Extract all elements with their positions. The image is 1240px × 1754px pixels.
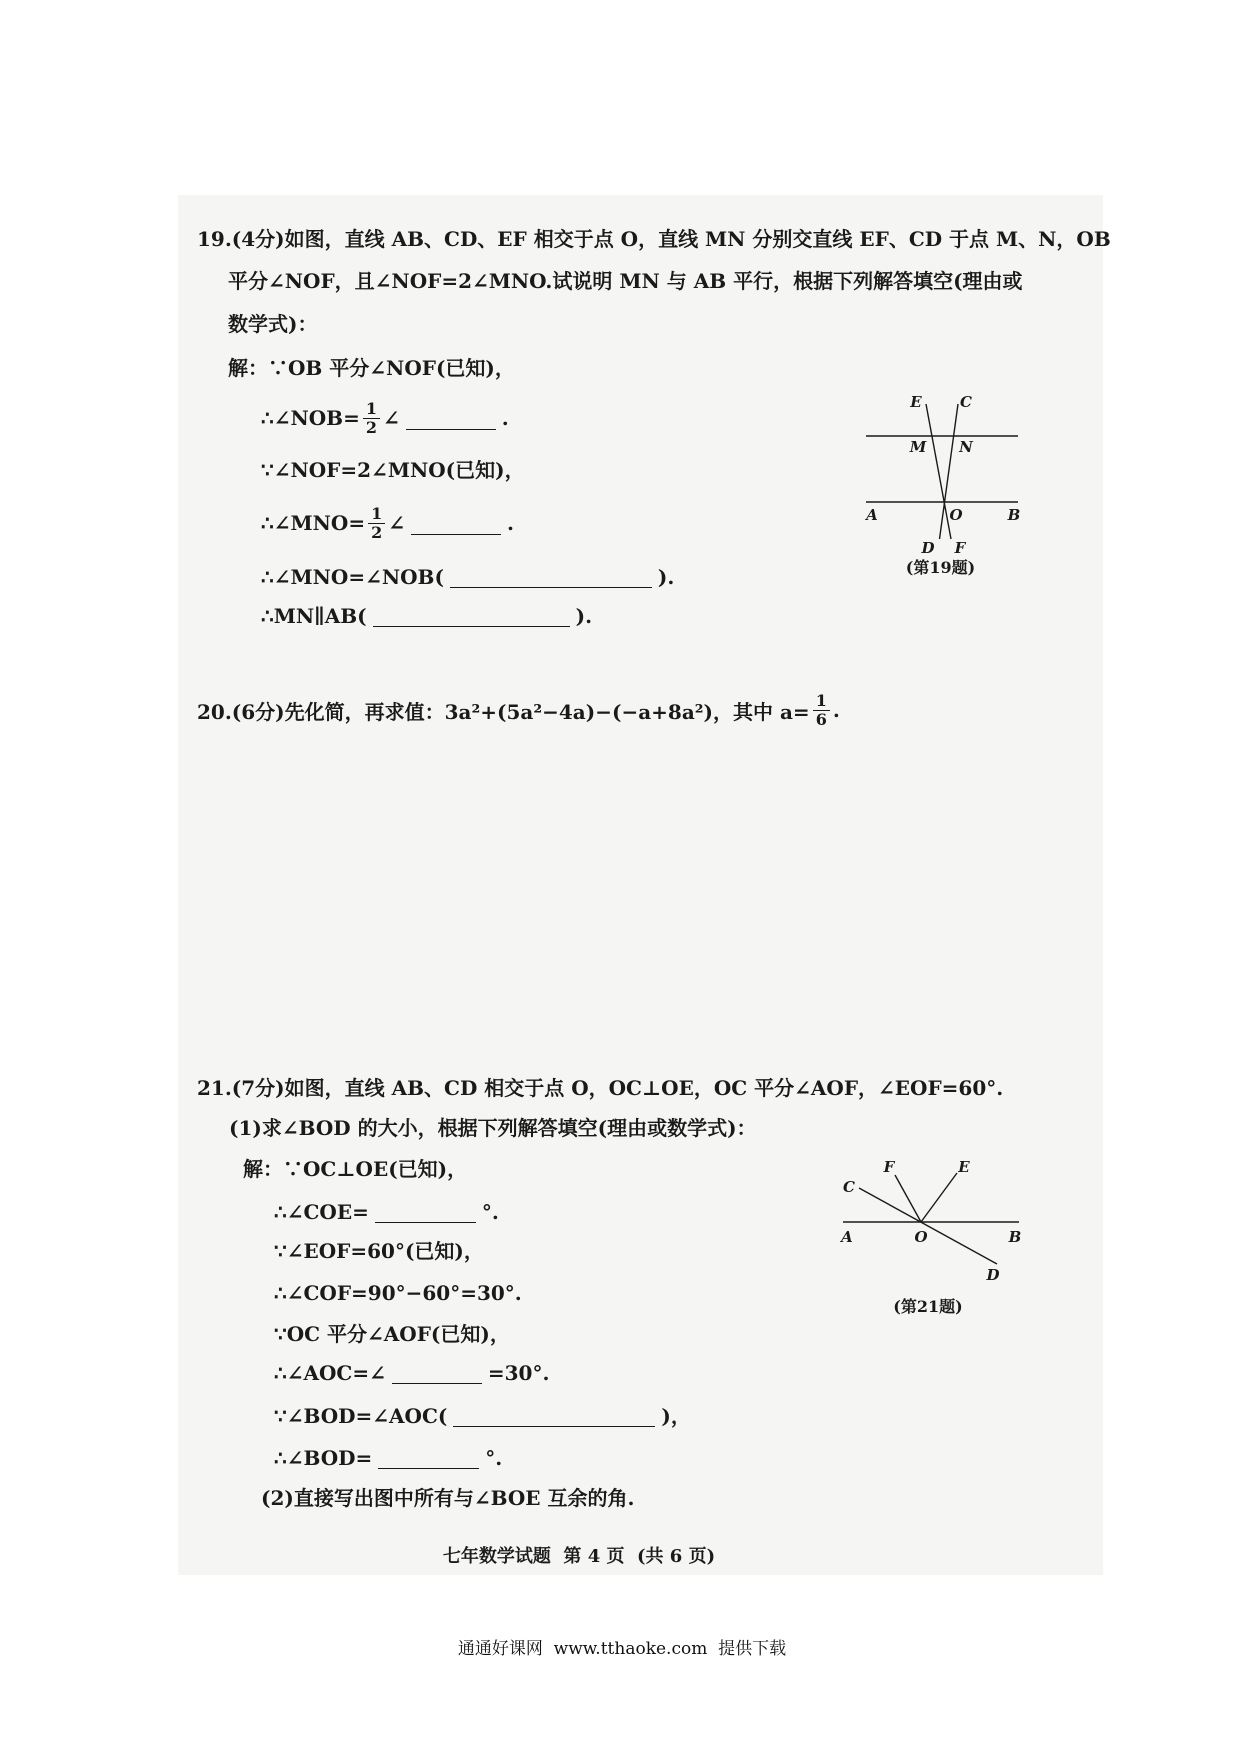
label-a: A	[841, 1228, 853, 1246]
q21-step4: ∴∠COF=90°−60°=30°.	[274, 1281, 522, 1305]
step-text: ∴∠AOC=∠	[274, 1361, 386, 1385]
answer-blank	[450, 567, 652, 588]
q21-part2: (2)直接写出图中所有与∠BOE 互余的角.	[261, 1486, 635, 1510]
q21-step8	[274, 1446, 502, 1470]
answer-blank	[375, 1202, 476, 1223]
fraction-denominator: 2	[371, 522, 383, 542]
step-text: ∴∠BOD=	[274, 1446, 373, 1470]
label-e: E	[958, 1158, 970, 1176]
fraction-numerator: 1	[363, 400, 380, 419]
line-ef	[926, 404, 951, 539]
step-text: ∴∠COE=	[274, 1200, 369, 1224]
q21-step7	[274, 1404, 691, 1428]
q19-stem-line1: 19.(4分)如图，直线 AB、CD、EF 相交于点 O，直线 MN 分别交直线 EF、CD 于点 M、N，OB	[197, 227, 1111, 251]
label-o: O	[949, 506, 963, 524]
fraction-denominator: 2	[365, 417, 377, 437]
q19-figure	[860, 393, 1025, 558]
step-text: ).	[657, 565, 675, 589]
fraction-numerator: 1	[368, 505, 385, 524]
step-text: ∴MN∥AB(	[261, 604, 367, 628]
step-text: =30°.	[487, 1361, 550, 1385]
step-text: °.	[481, 1200, 499, 1224]
step-text: ).	[575, 604, 593, 628]
q19-step5	[261, 565, 674, 589]
q19-step3: ∵∠NOF=2∠MNO(已知)，	[261, 458, 525, 482]
step-text: ∵∠BOD=∠AOC(	[274, 1404, 448, 1428]
label-d: D	[921, 539, 935, 557]
answer-blank	[406, 407, 496, 430]
label-c: C	[843, 1178, 855, 1196]
line-cd	[859, 1188, 997, 1264]
question-text: 20.(6分)先化简，再求值：3a²+(5a²−4a)−(−a+8a²)，其中 a=	[197, 699, 810, 724]
q19-step4	[261, 501, 514, 545]
label-d: D	[986, 1266, 1000, 1284]
q21-figure-caption: (第21题)	[893, 1297, 963, 1316]
label-e: E	[910, 393, 922, 411]
step-text: .	[501, 406, 509, 430]
q21-step6	[274, 1361, 549, 1385]
step-text: )，	[661, 1404, 691, 1428]
label-o: O	[914, 1228, 928, 1246]
q20-stem	[197, 688, 840, 732]
question-text: .	[832, 698, 840, 722]
answer-blank	[373, 606, 570, 627]
fraction-numerator: 1	[813, 692, 830, 711]
label-f: F	[954, 539, 966, 557]
q21-figure	[837, 1158, 1027, 1284]
fraction	[368, 505, 385, 542]
q19-stem-line2: 平分∠NOF，且∠NOF=2∠MNO.试说明 MN 与 AB 平行，根据下列解答填空(理由或	[228, 269, 1023, 293]
label-n: N	[959, 438, 973, 456]
step-text: ∴∠NOB=	[261, 406, 360, 430]
label-c: C	[960, 393, 972, 411]
step-text: °.	[485, 1446, 503, 1470]
step-text: ∴∠MNO=	[261, 511, 366, 535]
answer-blank	[378, 1448, 479, 1469]
step-text: ∴∠MNO=∠NOB(	[261, 565, 444, 589]
step-text: ∠	[388, 511, 405, 535]
label-a: A	[866, 506, 878, 524]
step-text: .	[507, 511, 514, 535]
q21-step1: 解：∵OC⊥OE(已知)，	[243, 1157, 468, 1181]
page-footer: 七年数学试题 第 4 页 (共 6 页)	[442, 1546, 716, 1567]
q19-step1: 解：∵OB 平分∠NOF(已知)，	[228, 356, 515, 380]
q21-step3: ∵∠EOF=60°(已知)，	[274, 1239, 484, 1263]
answer-blank	[411, 512, 501, 535]
label-m: M	[909, 438, 927, 456]
answer-blank	[453, 1406, 655, 1427]
source-note: 通通好课网 www.tthaoke.com 提供下载	[457, 1639, 787, 1659]
label-f: F	[883, 1158, 895, 1176]
answer-blank	[392, 1363, 482, 1384]
q19-step6	[261, 604, 592, 628]
q21-stem: 21.(7分)如图，直线 AB、CD 相交于点 O，OC⊥OE，OC 平分∠AOF，∠EOF=60°.	[197, 1076, 1004, 1100]
step-text: ∠	[383, 406, 400, 430]
q19-step2	[261, 396, 509, 440]
q21-part1: (1)求∠BOD 的大小，根据下列解答填空(理由或数学式)：	[229, 1116, 757, 1140]
label-b: B	[1008, 1228, 1022, 1246]
fraction	[813, 692, 830, 729]
q21-step5: ∵OC 平分∠AOF(已知)，	[274, 1322, 510, 1346]
ray-oe	[921, 1173, 957, 1222]
label-b: B	[1007, 506, 1021, 524]
q21-step2	[274, 1200, 499, 1224]
fraction	[363, 400, 380, 437]
fraction-denominator: 6	[815, 709, 827, 729]
q19-figure-caption: (第19题)	[905, 558, 976, 577]
q19-stem-line3: 数学式)：	[228, 312, 318, 336]
